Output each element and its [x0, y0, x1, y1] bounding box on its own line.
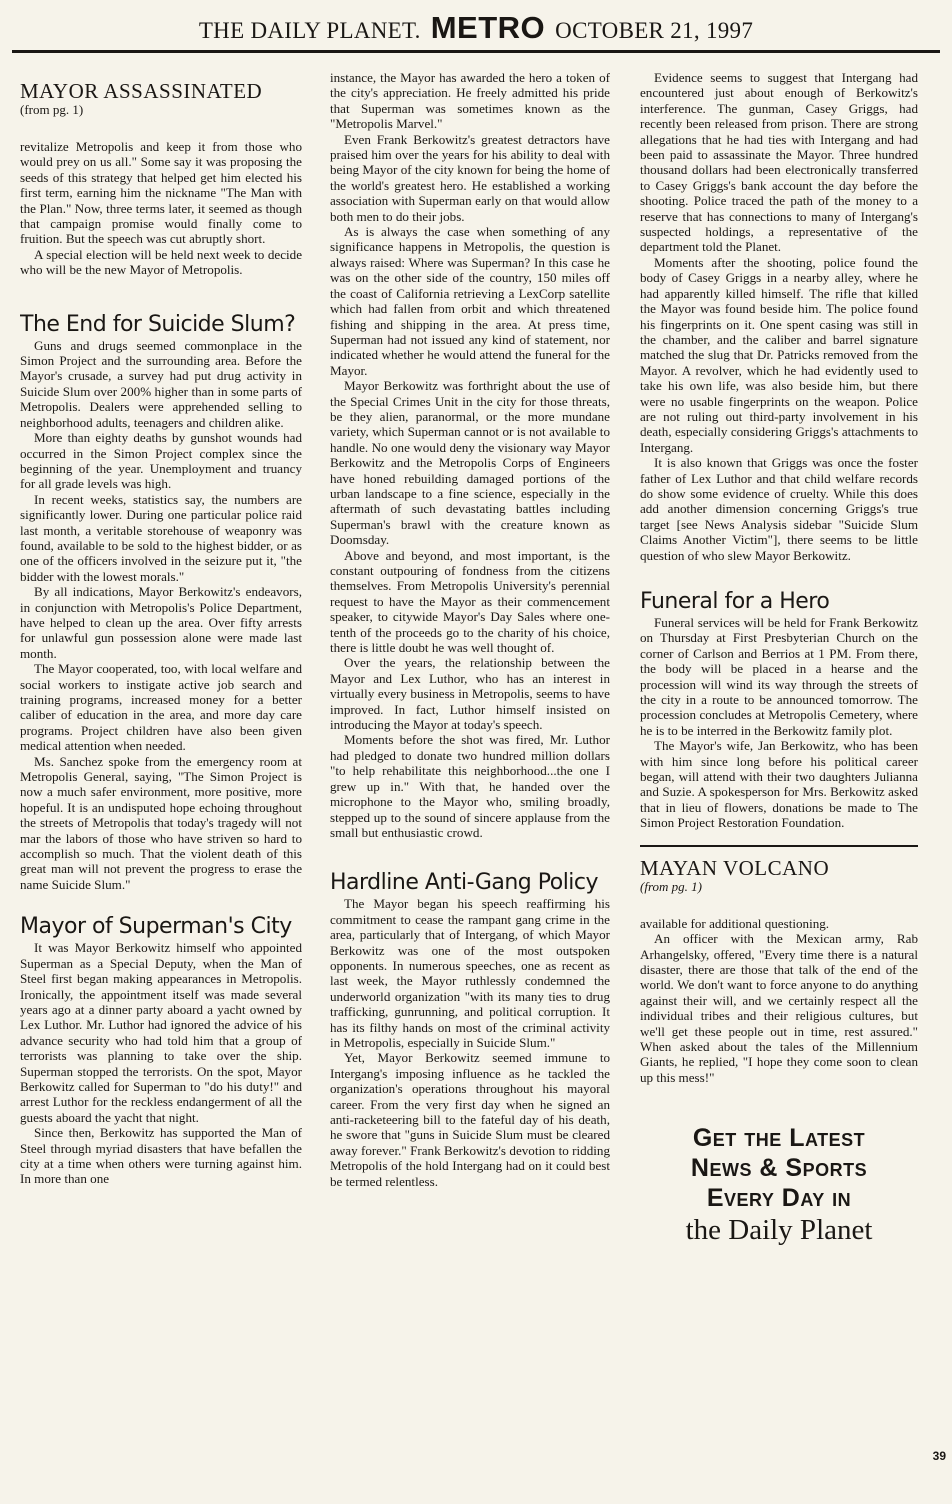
anti-gang-heading: Hardline Anti-Gang Policy	[330, 870, 599, 896]
advertisement	[640, 1123, 918, 1247]
article-paragraph: Ms. Sanchez spoke from the emergency room at Metropolis General, saying, "The Simon Project is now a much safer environment, more positive, more hopeful. It is an undisputed hope echoing throughout the streets of Metropolis that today's tragedy will not mar the labors of those who have striven so hard to accomplish so much. That the violent death of this great man will not prevent the progress to erase the name Suicide Slum."	[20, 753, 302, 892]
article-paragraph: Mayor Berkowitz was forthright about the use of the Special Crimes Unit in the city for those threats, be they alien, paranormal, or the more mundane variety, which Superman cannot or is not available to handle. No one would deny the visionary way Mayor Berkowitz and the Metropolis Corps of Engineers have honed rebuilding damaged portions of the urban landscape to a fine science, especially in the aftermath of such devastating battles including Superman's brawl with the creature known as Doomsday.	[330, 378, 610, 548]
article-paragraph: The Mayor began his speech reaffirming his commitment to cease the rampant gang crime in the area, particularly that of Intergang, of which Mayor Berkowitz was one of the most outspoken opponents. In numerous speeches, one as recent as last week, the Mayor ruthlessly condemned the underworld organization "with its many ties to drug trafficking, gunrunning, and political corruption. It has its filthy hands on most of the criminal activity in Metropolis, especially in Suicide Slum."	[330, 896, 610, 1050]
article-paragraph: By all indications, Mayor Berkowitz's endeavors, in conjunction with Metropolis's Police Department, have helped to clean up the area. Over fifty arrests for unlawful gun possession alone were made last month.	[20, 584, 302, 661]
article-paragraph: An officer with the Mexican army, Rab Arhangelsky, offered, "Every time there is a natural disaster, there are those that talk of the end of the world. We don't want to force anyone to do anything against their will, and we certainly respect all the individual tribes and their religious cultures, but we'll get these people out in time, rest assured." When asked about the tales of the Millennium Giants, he replied, "I hope they come soon to clean up this mess!"	[640, 931, 918, 1085]
masthead-date: OCTOBER 21, 1997	[555, 18, 754, 43]
article-paragraph: Above and beyond, and most important, is the constant outpouring of fondness from the citizens themselves. From Metropolis University's perennial request to have the Mayor as their commencement speaker, to citywide Mayor's Day Sales where one-tenth of the proceeds go to the charity of his choice, there is little doubt he was well thought of.	[330, 547, 610, 656]
column-3	[640, 70, 918, 1490]
ad-line-4: the Daily Planet	[685, 1214, 873, 1247]
article-paragraph: In recent weeks, statistics say, the numbers are significantly lower. During one particular police raid last month, a veritable storehouse of weaponry was found, available to be sold to the highest bidder, or as one of the officers involved in the seizure put it, "the bidder with the lowest morals."	[20, 491, 302, 584]
superman-city-heading: Mayor of Superman's City	[20, 914, 292, 940]
masthead	[12, 10, 940, 53]
article-paragraph: available for additional questioning.	[640, 915, 830, 931]
masthead-paper-name: THE DAILY PLANET.	[198, 18, 421, 43]
article-paragraph: It was Mayor Berkowitz himself who appointed Superman as a Special Deputy, when the Man of Steel first began making appearances in Metropolis. Ironically, the appointment itself was made several years ago at a dinner party aboard a yacht owned by Lex Luthor. Mr. Luthor had ignored the advice of his advance security who had told him that a group of terrorists was planning to take over the ship. Superman stopped the terrorists. On the spot, Mayor Berkowitz called for Superman to "do his duty!" and arrest Luthor for the reckless endangerment of all the guests aboard the yacht that night.	[20, 940, 302, 1125]
section-divider	[640, 845, 918, 894]
article-paragraph: Moments after the shooting, police found the body of Casey Griggs in a nearby alley, where he had apparently killed himself. The rifle that killed the Mayor was found beside him. The police found his fingerprints on it. One spent casing was still in the chamber, and the caliber and barrel signature matched the slug that Dr. Patricks removed from the Mayor. A revolver, which he had evidently used to take his own life, was also beside him, but there were no usable fingerprints on the weapon. Police are not ruling out third-party involvement in his death, especially considering Griggs's attachments to Intergang.	[640, 254, 918, 455]
page-number: 39	[932, 1449, 946, 1463]
mayor-assassinated-subhead: (from pg. 1)	[20, 102, 84, 117]
funeral-heading: Funeral for a Hero	[640, 589, 830, 614]
ad-line-2: News & Sports	[690, 1154, 868, 1183]
article-paragraph: Funeral services will be held for Frank Berkowitz on Thursday at First Presbyterian Church on the corner of Carlson and Berrios at 1 PM. From there, the body will be placed in a hearse and the procession will wind its way through the streets of the city in a route to be announced tomorrow. The procession concludes at Metropolis Cemetery, where he is to be interred in the Berkowitz family plot.	[640, 615, 918, 738]
mayan-volcano-subhead: (from pg. 1)	[640, 878, 702, 894]
suicide-slum-heading: The End for Suicide Slum?	[20, 311, 296, 337]
article-paragraph: instance, the Mayor has awarded the hero a token of the city's appreciation. He freely admitted his pride that Superman was sometimes known as the "Metropolis Marvel."	[330, 70, 610, 132]
article-paragraph: Moments before the shot was fired, Mr. Luthor had pledged to donate two hundred million dollars "to help rehabilitate this neighborhood...the one I grew up in." With that, he handed over the microphone to the Mayor who, smiling broadly, stepped up to the sound of sincere applause from the small but enthusiastic crowd.	[330, 732, 610, 840]
article-paragraph: Yet, Mayor Berkowitz seemed immune to Intergang's imposing influence as he tackled the organization's operations throughout his mayoral career. From the very first day when he signed an anti-racketeering bill to the fateful day of his death, he swore that "guns in Suicide Slum must be cleared away forever." Frank Berkowitz's devotion to ridding Metropolis of the hold Intergang had on it could best be termed relentless.	[330, 1050, 610, 1189]
article-paragraph: As is always the case when something of any significance happens in Metropolis, the question is always raised: Where was Superman? In this case he was on the other side of the country, 150 miles off the coast of California retrieving a LexCorp satellite which had fallen from orbit and which threatened fishing and shipping in the area. At press time, Superman had not issued any kind of statement, nor indicated whether he would attend the funeral for the Mayor.	[330, 224, 610, 378]
column-1	[20, 70, 302, 1490]
article-paragraph: Over the years, the relationship between the Mayor and Lex Luthor, who has an interest in virtually every business in Metropolis, seems to have improved. In fact, Luthor himself insisted on introducing the Mayor at today's speech.	[330, 655, 610, 733]
article-paragraph: It is also known that Griggs was once the foster father of Lex Luthor and that child welfare records do show some evidence of cruelty. While this does add another dimension concerning Griggs's true target [see News Analysis sidebar "Suicide Slum Claims Another Victim"], there seems to be little question of who slew Mayor Berkowitz.	[640, 455, 918, 563]
ad-line-1: Get the Latest	[692, 1124, 866, 1153]
article-paragraph: The Mayor cooperated, too, with local welfare and social workers to instigate active job search and training programs, increased money for a better caliber of education in the area, and more day care programs. Project children have also been given medical attention when needed.	[20, 661, 302, 754]
mayor-assassinated-heading: MAYOR ASSASSINATED	[20, 79, 263, 103]
article-paragraph: More than eighty deaths by gunshot wounds had occurred in the Simon Project complex since the beginning of the year. Unemployment and truancy for all grade levels was high.	[20, 430, 302, 492]
article-paragraph: The Mayor's wife, Jan Berkowitz, who has been with him since long before his political career began, will attend with their two daughters Julianna and Suzie. A spokesperson for Mrs. Berkowitz asked that in lieu of flowers, donations be made to The Simon Project Restoration Foundation.	[640, 738, 918, 831]
article-paragraph: Evidence seems to suggest that Intergang had encountered just about enough of Berkowitz's interference. The gunman, Casey Griggs, had recently been released from prison. There are strong allegations that he had ties with Intergang and had been paid to assassinate the Mayor. Three hundred thousand dollars had been electronically transferred to Casey Griggs's bank account the day before the shooting. Police traced the path of the money to a reserve that has connections to many of Intergang's suspected holdings, a representative of the department told the Planet.	[640, 70, 918, 255]
article-paragraph: Since then, Berkowitz has supported the Man of Steel through myriad disasters that have befallen the city at a time when others were turning against him. In more than one	[20, 1125, 302, 1187]
article-paragraph: A special election will be held next week to decide who will be the new Mayor of Metropolis.	[20, 246, 302, 278]
column-2	[330, 70, 610, 1490]
mayan-volcano-heading: MAYAN VOLCANO	[640, 855, 830, 880]
masthead-section: METRO	[430, 10, 546, 45]
article-paragraph: Guns and drugs seemed commonplace in the Simon Project and the surrounding area. Before the Mayor's crusade, a survey had put drug activity in Suicide Slum over 200% higher than in some parts of Metropolis. Dealers were apprehended selling to neighborhood adults, teenagers and children alike.	[20, 337, 302, 430]
article-paragraph: Even Frank Berkowitz's greatest detractors have praised him over the years for his ability to deal with being Mayor of the city known for being the home of the world's greatest hero. He established a working association with Superman early on that would allow both men to do their jobs.	[330, 131, 610, 224]
article-paragraph: revitalize Metropolis and keep it from those who would prey on us all." Some say it was proposing the seeds of this strategy that helped get him elected his first term, earning him the nickname "The Man with the Plan." Now, three terms later, it seemed as though that campaign promise would finally come to fruition. But the speech was cut abruptly short.	[20, 139, 302, 247]
ad-line-3: Every Day in	[706, 1184, 852, 1213]
